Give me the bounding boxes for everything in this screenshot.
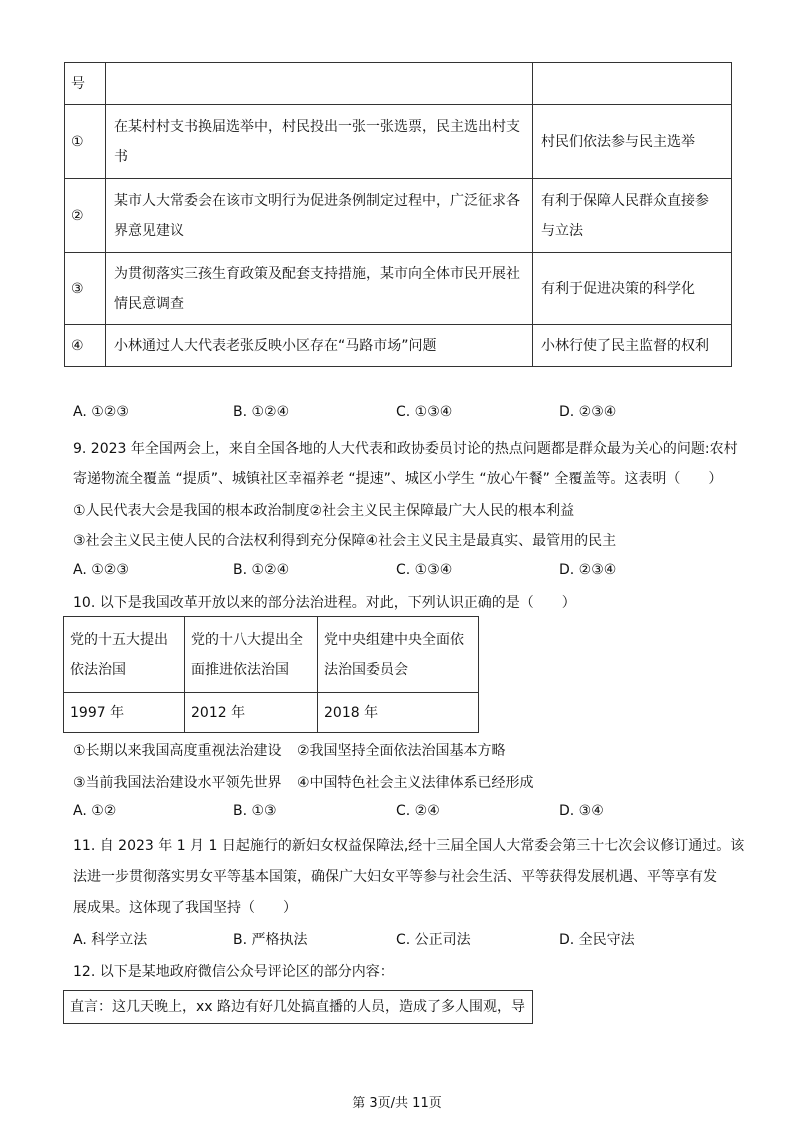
q11-stem-line1: 11. 自 2023 年 1 月 1 日起施行的新妇女权益保障法,经十三届全国人大常委会第三十七次会议修订通过。该 [73, 838, 745, 854]
q11-stem-line2: 法进一步贯彻落实男女平等基本国策，确保广大妇女平等参与社会生活、平等获得发展机遇、平等享有发 [73, 869, 717, 885]
q9-option-c[interactable]: C. ①③④ [396, 562, 453, 578]
row-evaluation: 小林行使了民主监督的权利 [533, 325, 732, 367]
timeline-event: 党中央组建中央全面依 法治国委员会 [318, 617, 479, 693]
row-number: ① [65, 105, 106, 179]
row-description: 在某村村支书换届选举中，村民投出一张一张选票，民主选出村支 书 [106, 105, 533, 179]
table-row [65, 179, 732, 253]
table-header-desc [106, 63, 533, 105]
row-number: ④ [65, 325, 106, 367]
q8-option-d[interactable]: D. ②③④ [559, 404, 617, 420]
timeline-year: 1997 年 [64, 693, 185, 733]
rule-of-law-timeline-table [63, 616, 479, 733]
timeline-year: 2018 年 [318, 693, 479, 733]
q10-option-b[interactable]: B. ①③ [233, 803, 277, 819]
page-number: 第 3页/共 11页 [352, 1096, 442, 1111]
row-number: ③ [65, 253, 106, 325]
row-number: ② [65, 179, 106, 253]
q9-option-a[interactable]: A. ①②③ [73, 562, 129, 578]
timeline-year: 2012 年 [185, 693, 318, 733]
q10-option-c[interactable]: C. ②④ [396, 803, 440, 819]
row-evaluation: 有利于促进决策的科学化 [533, 253, 732, 325]
q11-option-b[interactable]: B. 严格执法 [233, 932, 308, 948]
q8-option-a[interactable]: A. ①②③ [73, 404, 129, 420]
evaluation-table [64, 62, 732, 367]
row-evaluation: 有利于保障人民群众直接参 与立法 [533, 179, 732, 253]
table-header-eval [533, 63, 732, 105]
table-row [65, 253, 732, 325]
table-row [65, 325, 732, 367]
timeline-event: 党的十五大提出 依法治国 [64, 617, 185, 693]
row-description: 某市人大常委会在该市文明行为促进条例制定过程中，广泛征求各 界意见建议 [106, 179, 533, 253]
timeline-event: 党的十八大提出全 面推进依法治国 [185, 617, 318, 693]
q12-stem: 12. 以下是某地政府微信公众号评论区的部分内容： [73, 964, 394, 980]
q10-item-4: ④中国特色社会主义法律体系已经形成 [297, 775, 534, 791]
q11-option-a[interactable]: A. 科学立法 [73, 932, 148, 948]
q9-item-line1: ①人民代表大会是我国的根本政治制度②社会主义民主保障最广大人民的根本利益 [73, 503, 575, 519]
q10-stem: 10. 以下是我国改革开放以来的部分法治进程。对此，下列认识正确的是（ ） [73, 595, 576, 611]
table-row [65, 105, 732, 179]
q10-option-a[interactable]: A. ①② [73, 803, 117, 819]
q8-option-c[interactable]: C. ①③④ [396, 404, 453, 420]
q9-option-b[interactable]: B. ①②④ [233, 562, 290, 578]
row-description: 为贯彻落实三孩生育政策及配套支持措施，某市向全体市民开展社 情民意调查 [106, 253, 533, 325]
q10-item-2: ②我国坚持全面依法治国基本方略 [297, 743, 506, 759]
q11-option-d[interactable]: D. 全民守法 [559, 932, 635, 948]
row-description: 小林通过人大代表老张反映小区存在“马路市场”问题 [106, 325, 533, 367]
q9-stem-line1: 9. 2023 年全国两会上，来自全国各地的人大代表和政协委员讨论的热点问题都是群众最为关心的问题:农村 [73, 441, 738, 457]
q11-option-c[interactable]: C. 公正司法 [396, 932, 471, 948]
q11-stem-line3: 展成果。这体现了我国坚持（ ） [73, 900, 297, 916]
table-header-num: 号 [65, 63, 106, 105]
q9-item-line2: ③社会主义民主使人民的合法权利得到充分保障④社会主义民主是最真实、最管用的民主 [73, 533, 617, 549]
q8-option-b[interactable]: B. ①②④ [233, 404, 290, 420]
comment-box: 直言：这几天晚上，xx 路边有好几处搞直播的人员，造成了多人围观，导 [63, 990, 533, 1024]
q10-item-1: ①长期以来我国高度重视法治建设 [73, 743, 282, 759]
row-evaluation: 村民们依法参与民主选举 [533, 105, 732, 179]
q10-option-d[interactable]: D. ③④ [559, 803, 604, 819]
q9-stem-line2: 寄递物流全覆盖 “提质”、城镇社区幸福养老 “提速”、城区小学生 “放心午餐” 全覆盖等。这表明（ ） [73, 471, 723, 487]
q10-item-3: ③当前我国法治建设水平领先世界 [73, 775, 282, 791]
q9-option-d[interactable]: D. ②③④ [559, 562, 617, 578]
